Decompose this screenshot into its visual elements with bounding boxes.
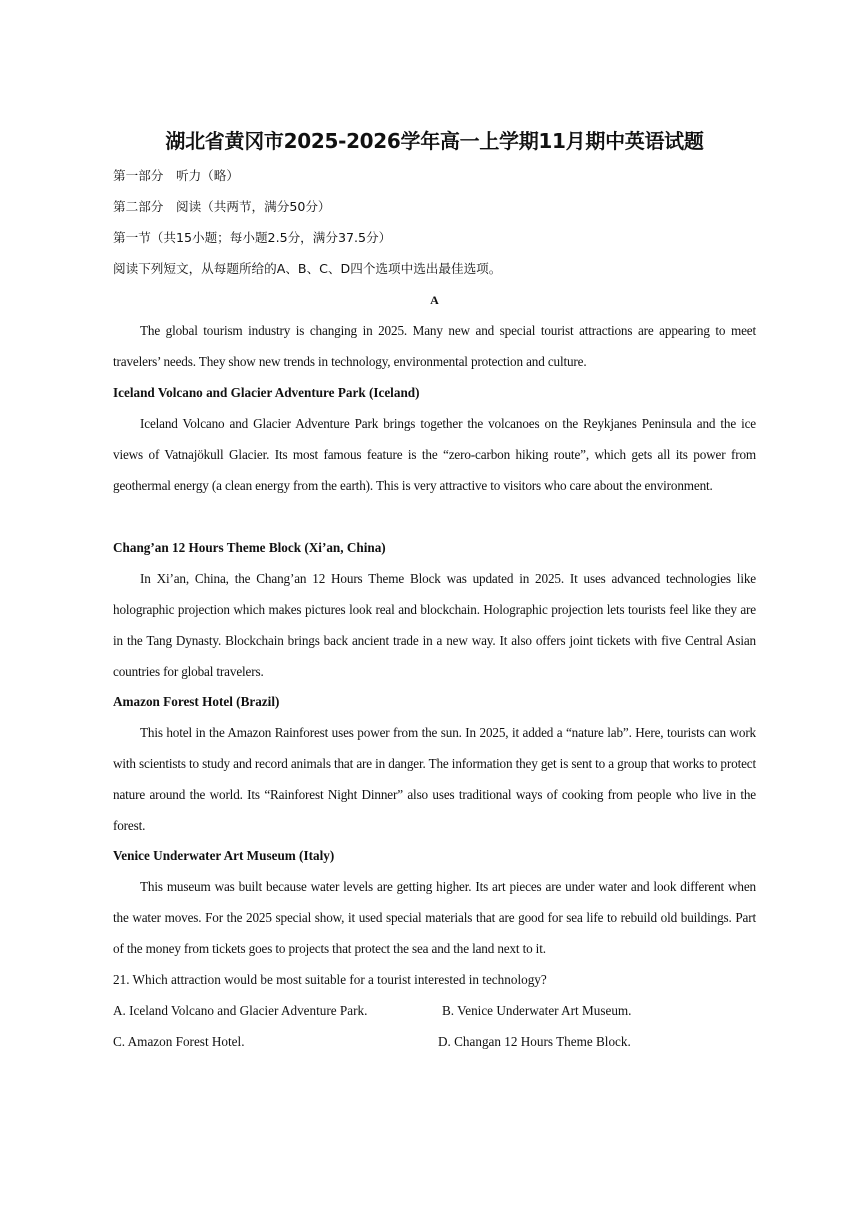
part2-heading: 第二部分 阅读（共两节，满分50分） (113, 199, 331, 214)
item-text-amazon: This hotel in the Amazon Rainforest uses power from the sun. In 2025, it added a “nature lab”. Here, tourists can work with scientists to study and record animals that are in danger. The information they get is sent to a group that works to protect nature around the world. Its “Rainforest Night Dinner” also uses traditional ways of cooking from people who live in the forest. (113, 725, 756, 833)
item-heading-amazon: Amazon Forest Hotel (Brazil) (113, 694, 280, 709)
exam-title: 湖北省黄冈市2025-2026学年高一上学期11月期中英语试题 (165, 129, 704, 153)
item-heading-venice: Venice Underwater Art Museum (Italy) (113, 848, 335, 863)
item-text-iceland: Iceland Volcano and Glacier Adventure Park brings together the volcanoes on the Reykjanes Peninsula and the ice views of Vatnajökull Glacier. Its most famous feature is the “zero-carbon hiking route”, which gets all its power from geothermal energy (a clean energy from the earth). This is very attractive to visitors who care about the environment. (113, 416, 756, 493)
passage-label: A (430, 293, 439, 307)
option-a: A. Iceland Volcano and Glacier Adventure Park. (113, 1003, 368, 1018)
instruction-text: 阅读下列短文，从每题所给的A、B、C、D四个选项中选出最佳选项。 (113, 261, 502, 276)
section1-heading: 第一节（共15小题；每小题2.5分，满分37.5分） (113, 230, 392, 245)
item-text-changan: In Xi’an, China, the Chang’an 12 Hours Theme Block was updated in 2025. It uses advanced technologies like holographic projection which makes pictures look real and blockchain. Holographic projection lets tourists feel like they are in the Tang Dynasty. Blockchain brings back ancient trade in a new way. It also offers joint tickets with five Central Asian countries for global travelers. (113, 571, 756, 679)
passage-intro: The global tourism industry is changing in 2025. Many new and special tourist attractions are appearing to meet travelers’ needs. They show new trends in technology, environmental protection and culture. (113, 323, 756, 369)
option-d: D. Changan 12 Hours Theme Block. (438, 1034, 631, 1049)
item-heading-changan: Chang’an 12 Hours Theme Block (Xi’an, China) (113, 540, 386, 555)
option-c: C. Amazon Forest Hotel. (113, 1034, 245, 1049)
part1-heading: 第一部分 听力（略） (113, 168, 239, 183)
item-text-venice: This museum was built because water levels are getting higher. Its art pieces are under water and look different when the water moves. For the 2025 special show, it used special materials that are good for sea life to rebuild old buildings. Part of the money from tickets goes to projects that protect the sea and the land next to it. (113, 879, 756, 956)
option-b: B. Venice Underwater Art Museum. (442, 1003, 632, 1018)
question-stem: 21. Which attraction would be most suitable for a tourist interested in technology? (113, 972, 547, 987)
item-heading-iceland: Iceland Volcano and Glacier Adventure Park (Iceland) (113, 385, 420, 400)
